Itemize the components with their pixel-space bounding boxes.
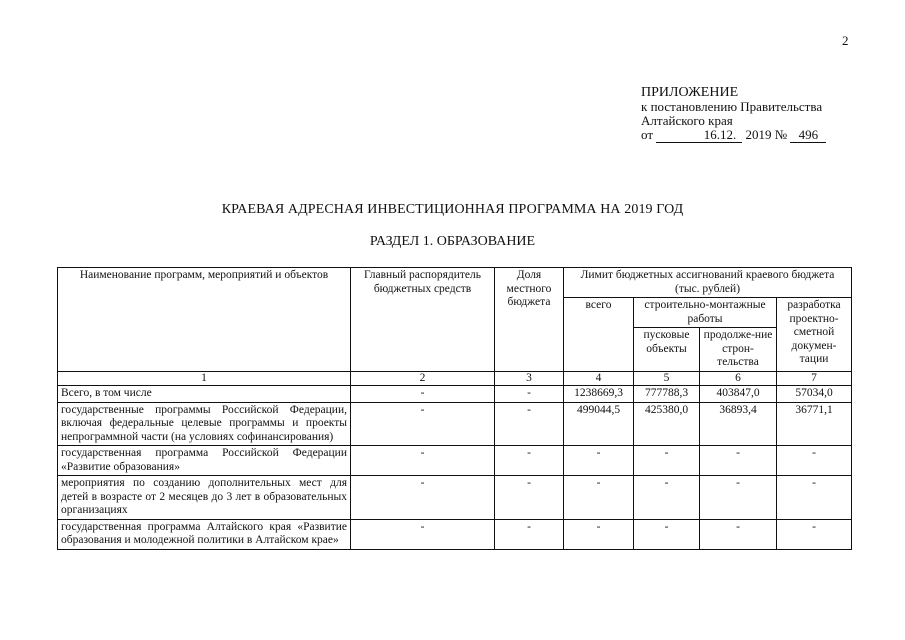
- budget-table: [57, 267, 852, 550]
- row-design: -: [777, 519, 852, 549]
- row-total: 1238669,3: [564, 386, 634, 403]
- appendix-date-line: [641, 128, 826, 143]
- date-prefix: от: [641, 127, 654, 142]
- row-design: 36771,1: [777, 402, 852, 446]
- appendix-line-1: к постановлению Правительства: [641, 99, 823, 114]
- column-number: 6: [700, 371, 777, 386]
- row-local-share: -: [495, 476, 564, 520]
- appendix-heading: ПРИЛОЖЕНИЕ: [641, 85, 739, 100]
- header-construction: строительно-монтажные работы: [634, 298, 777, 328]
- row-ongoing: 403847,0: [700, 386, 777, 403]
- table-row: [58, 476, 852, 520]
- column-number: 5: [634, 371, 700, 386]
- header-total: всего: [564, 298, 634, 372]
- row-name: Всего, в том числе: [58, 386, 351, 403]
- row-ongoing: 36893,4: [700, 402, 777, 446]
- column-number: 1: [58, 371, 351, 386]
- section-title: РАЗДЕЛ 1. ОБРАЗОВАНИЕ: [369, 234, 536, 249]
- row-local-share: -: [495, 446, 564, 476]
- row-ongoing: -: [700, 476, 777, 520]
- row-local-share: -: [495, 386, 564, 403]
- header-launch: пусковые объекты: [634, 328, 700, 372]
- table-row: [58, 402, 852, 446]
- row-total: 499044,5: [564, 402, 634, 446]
- row-administrator: -: [351, 446, 495, 476]
- document-number: 496: [790, 128, 826, 143]
- column-number-row: [58, 371, 852, 386]
- row-design: -: [777, 476, 852, 520]
- header-programs: Наименование программ, мероприятий и объектов: [58, 268, 351, 372]
- table-row: [58, 386, 852, 403]
- column-number: 4: [564, 371, 634, 386]
- row-total: -: [564, 519, 634, 549]
- row-launch: 425380,0: [634, 402, 700, 446]
- year-label: 2019 №: [745, 127, 788, 142]
- row-administrator: -: [351, 476, 495, 520]
- row-name: мероприятия по созданию дополнительных мест для детей в возрасте от 2 месяцев до 3 лет в образовательных организациях: [58, 476, 351, 520]
- row-administrator: -: [351, 519, 495, 549]
- row-launch: 777788,3: [634, 386, 700, 403]
- row-launch: -: [634, 519, 700, 549]
- row-ongoing: -: [700, 446, 777, 476]
- table-row: [58, 519, 852, 549]
- row-launch: -: [634, 476, 700, 520]
- page-number: 2: [842, 33, 849, 48]
- row-total: -: [564, 476, 634, 520]
- row-design: -: [777, 446, 852, 476]
- row-ongoing: -: [700, 519, 777, 549]
- appendix-line-2: Алтайского края: [641, 113, 733, 128]
- column-number: 7: [777, 371, 852, 386]
- column-number: 3: [495, 371, 564, 386]
- table-row: [58, 446, 852, 476]
- row-launch: -: [634, 446, 700, 476]
- header-ongoing: продолже-ние строн-тельства: [700, 328, 777, 372]
- row-name: государственная программа Российской Федерации «Развитие образования»: [58, 446, 351, 476]
- row-local-share: -: [495, 519, 564, 549]
- row-administrator: -: [351, 402, 495, 446]
- row-design: 57034,0: [777, 386, 852, 403]
- row-name: государственная программа Алтайского края «Развитие образования и молодежной политики в Алтайском крае»: [58, 519, 351, 549]
- row-local-share: -: [495, 402, 564, 446]
- column-number: 2: [351, 371, 495, 386]
- date-value: 16.12.: [656, 128, 742, 143]
- row-total: -: [564, 446, 634, 476]
- row-administrator: -: [351, 386, 495, 403]
- header-local-share: Доля местного бюджета: [495, 268, 564, 372]
- header-limit: Лимит бюджетных ассигнований краевого бюджета (тыс. рублей): [564, 268, 852, 298]
- row-name: государственные программы Российской Федерации, включая федеральные целевые программы и проекты непрограммной части (на условиях софинансирования): [58, 402, 351, 446]
- program-title: КРАЕВАЯ АДРЕСНАЯ ИНВЕСТИЦИОННАЯ ПРОГРАММА НА 2019 ГОД: [221, 202, 684, 217]
- header-design: разработка проектно-сметной докумен-тации: [777, 298, 852, 372]
- header-administrator: Главный распорядитель бюджетных средств: [351, 268, 495, 372]
- appendix-block: [641, 86, 826, 143]
